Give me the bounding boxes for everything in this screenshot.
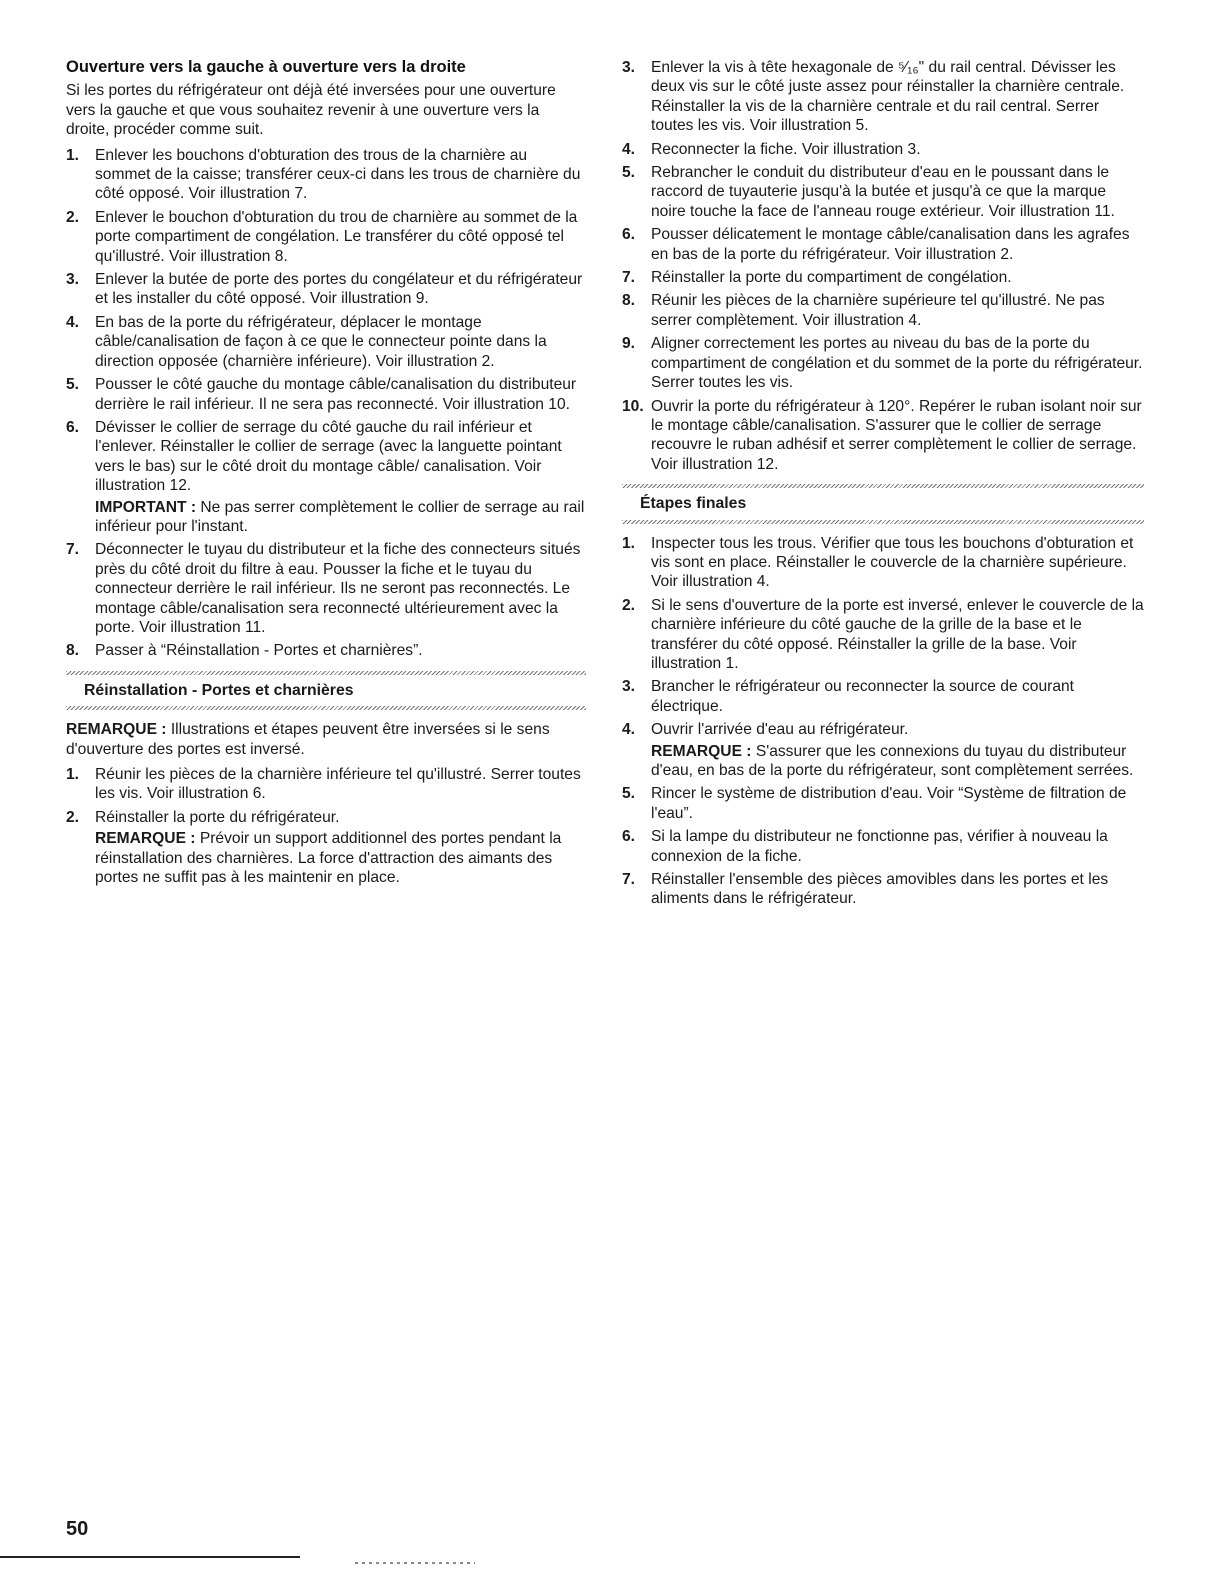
note-label: REMARQUE : [66, 721, 167, 739]
step-text: Réunir les pièces de la charnière supérieure tel qu'illustré. Ne pas serrer complètement. Voir illustration 4. [651, 292, 1105, 329]
step-text: En bas de la porte du réfrigérateur, déplacer le montage câble/canalisation de façon à ce que le connecteur pointe dans la direction opposée (charnière inférieure). Voir illustration 2. [95, 313, 547, 370]
note-text: Ne pas serrer complètement le collier de serrage au rail inférieur pour l'instant. [95, 498, 585, 535]
step-text: Si la lampe du distributeur ne fonctionne pas, vérifier à nouveau la connexion de la fiche. [651, 828, 1108, 865]
note-label: IMPORTANT : [95, 498, 197, 516]
step-text: Si le sens d'ouverture de la porte est inversé, enlever le couvercle de la charnière inférieure du côté gauche de la grille de la base et le transférer du côté opposé. Réinstaller la grille de la base. Voir illustration 1. [651, 596, 1144, 672]
list-item [622, 827, 1144, 866]
list-item [622, 596, 1144, 674]
step-text: Rebrancher le conduit du distributeur d'eau en le poussant dans le raccord de tuyauterie jusqu'à la butée et jusqu'à ce que la marque noire touche la face de l'anneau rouge extérieur. Voir illustration 11. [651, 164, 1115, 220]
list-item [622, 225, 1144, 264]
list-item [66, 375, 586, 414]
step-text: Pousser délicatement le montage câble/canalisation dans les agrafes en bas de la porte du réfrigérateur. Voir illustration 2. [651, 226, 1130, 263]
step-number: 1. [622, 534, 636, 552]
step-number: 1. [66, 146, 80, 164]
list-item [622, 334, 1144, 392]
step-number: 6. [622, 226, 636, 244]
step-number: 3. [622, 59, 636, 76]
step-number: 2. [66, 808, 80, 826]
list-item [66, 540, 586, 637]
list-item [622, 720, 1144, 780]
note-text: Prévoir un support additionnel des portes pendant la réinstallation des charnières. La force d'attraction des aimants des portes ne suffit pas à les maintenir en place. [95, 830, 562, 887]
list-item [622, 58, 1144, 136]
step-text: Enlever les bouchons d'obturation des trous de la charnière au sommet de la caisse; transférer ceux-ci dans les trous de charnière du côté opposé. Voir illustration 7. [95, 146, 581, 203]
step-number: 7. [622, 269, 636, 287]
list-item [66, 270, 586, 309]
step-number: 4. [622, 721, 636, 739]
note-text: Illustrations et étapes peuvent être inversées si le sens d'ouverture des portes est inversé. [66, 721, 550, 758]
remarque-paragraph [66, 720, 586, 759]
intro-paragraph: Si les portes du réfrigérateur ont déjà été inversées pour une ouverture vers la gauche et que vous souhaitez revenir à une ouverture vers la droite, procéder comme suit. [66, 82, 556, 139]
list-item [66, 765, 586, 804]
note-label: REMARQUE : [95, 830, 196, 848]
steps-list-left [66, 146, 586, 661]
important-note [95, 498, 586, 537]
step-text: Rincer le système de distribution d'eau. Voir “Système de filtration de l'eau”. [651, 785, 1127, 822]
list-item [622, 291, 1144, 330]
list-item [622, 268, 1144, 287]
step-number: 7. [622, 871, 636, 889]
list-item [622, 140, 1144, 159]
list-item [66, 418, 586, 536]
step-text: Dévisser le collier de serrage du côté gauche du rail inférieur et l'enlever. Réinstaller le collier de serrage (avec la languette pointant vers le bas) sur le côté droit du montage câble/ canalisation. Voir illustration 12. [95, 418, 562, 495]
step-text: Réinstaller la porte du compartiment de congélation. [651, 269, 1012, 287]
subhead-title: Étapes finales [640, 495, 747, 513]
step-text: Aligner correctement les portes au niveau du bas de la porte du compartiment de congélation et du sommet de la porte du réfrigérateur. Serrer toutes les vis. [651, 335, 1143, 392]
steps-list-right-2 [622, 534, 1144, 909]
left-column [66, 58, 586, 891]
step-text: Reconnecter la fiche. Voir illustration 3. [651, 140, 921, 158]
step-number: 6. [622, 828, 636, 846]
list-item [622, 397, 1144, 475]
step-number: 5. [622, 164, 636, 182]
remarque-note [95, 829, 586, 887]
list-item [622, 163, 1144, 221]
footer-dots [355, 1562, 475, 1564]
step-text: Brancher le réfrigérateur ou reconnecter la source de courant électrique. [651, 678, 1074, 715]
footer-rule [0, 1556, 300, 1558]
step-text: Pousser le côté gauche du montage câble/canalisation du distributeur derrière le rail inférieur. Il ne sera pas reconnecté. Voir illustration 10. [95, 376, 577, 413]
step-text: Enlever le bouchon d'obturation du trou de charnière au sommet de la porte compartiment de congélation. Le transférer du côté opposé tel qu'illustré. Voir illustration 8. [95, 208, 578, 265]
step-text: Enlever la butée de porte des portes du congélateur et du réfrigérateur et les installer du côté opposé. Voir illustration 9. [95, 271, 583, 308]
step-text: Réinstaller l'ensemble des pièces amovibles dans les portes et les aliments dans le réfrigérateur. [651, 871, 1109, 908]
step-number: 5. [66, 376, 80, 394]
divider [66, 706, 586, 710]
steps-list-right [622, 58, 1144, 474]
page-number: 50 [66, 1518, 89, 1540]
step-text: Ouvrir l'arrivée d'eau au réfrigérateur. [651, 721, 909, 739]
remarque-note [651, 742, 1144, 781]
list-item [66, 146, 586, 204]
step-number: 3. [66, 271, 80, 289]
step-number: 4. [66, 313, 80, 331]
step-number: 2. [66, 208, 80, 226]
note-text: S'assurer que les connexions du tuyau du distributeur d'eau, en bas de la porte du réfrigérateur, sont complètement serrées. [651, 742, 1134, 779]
step-number: 8. [622, 292, 636, 310]
list-item [66, 208, 586, 266]
step-number: 3. [622, 678, 636, 696]
step-number: 1. [66, 766, 80, 783]
step-text: Réinstaller la porte du réfrigérateur. [95, 808, 340, 826]
step-number: 7. [66, 541, 80, 559]
step-number: 6. [66, 418, 80, 436]
subhead-title: Réinstallation - Portes et charnières [84, 681, 354, 699]
step-text: Inspecter tous les trous. Vérifier que tous les bouchons d'obturation et vis sont en place. Réinstaller le couvercle de la charnière supérieure. Voir illustration 4. [651, 534, 1134, 591]
subhead-etapes-finales [622, 484, 1144, 523]
step-text: Ouvrir la porte du réfrigérateur à 120°. Repérer le ruban isolant noir sur le montage câble/canalisation. S'assurer que le collier de serrage recouvre le ruban adhésif et serrer complètement le collier de serrage. Voir illustration 12. [651, 397, 1142, 473]
step-text: Réunir les pièces de la charnière inférieure tel qu'illustré. Serrer toutes les vis. Voir illustration 6. [95, 766, 581, 803]
step-number: 9. [622, 335, 636, 353]
list-item [622, 677, 1144, 716]
divider [622, 520, 1144, 524]
list-item [622, 534, 1144, 592]
step-number: 4. [622, 140, 636, 158]
list-item [66, 641, 586, 660]
section-title: Ouverture vers la gauche à ouverture vers la droite [66, 58, 466, 76]
list-item [66, 313, 586, 371]
step-number: 8. [66, 642, 80, 660]
step-number: 5. [622, 785, 636, 803]
step-text: Déconnecter le tuyau du distributeur et la fiche des connecteurs situés près du côté droit du filtre à eau. Pousser la fiche et le tuyau du connecteur derrière le rail inférieur. Ils ne seront pas reconnectés. Le montage câble/canalisation sera reconnecté ultérieurement avec la porte. Voir illustration 11. [95, 541, 581, 636]
step-text: Passer à “Réinstallation - Portes et charnières”. [95, 642, 423, 660]
subhead-reinstallation [66, 671, 586, 710]
step-number: 10. [622, 397, 644, 415]
right-column [622, 58, 1144, 913]
step-number: 2. [622, 596, 636, 614]
note-label: REMARQUE : [651, 742, 752, 760]
list-item [66, 808, 586, 888]
steps-list-left-2 [66, 765, 586, 887]
step-text: Enlever la vis à tête hexagonale de ⁵⁄₁₆" du rail central. Dévisser les deux vis sur le côté juste assez pour réinstaller la charnière centrale. Réinstaller la vis de la charnière centrale et du rail central. Serrer toutes les vis. Voir illustration 5. [651, 59, 1125, 135]
list-item [622, 870, 1144, 909]
list-item [622, 784, 1144, 823]
